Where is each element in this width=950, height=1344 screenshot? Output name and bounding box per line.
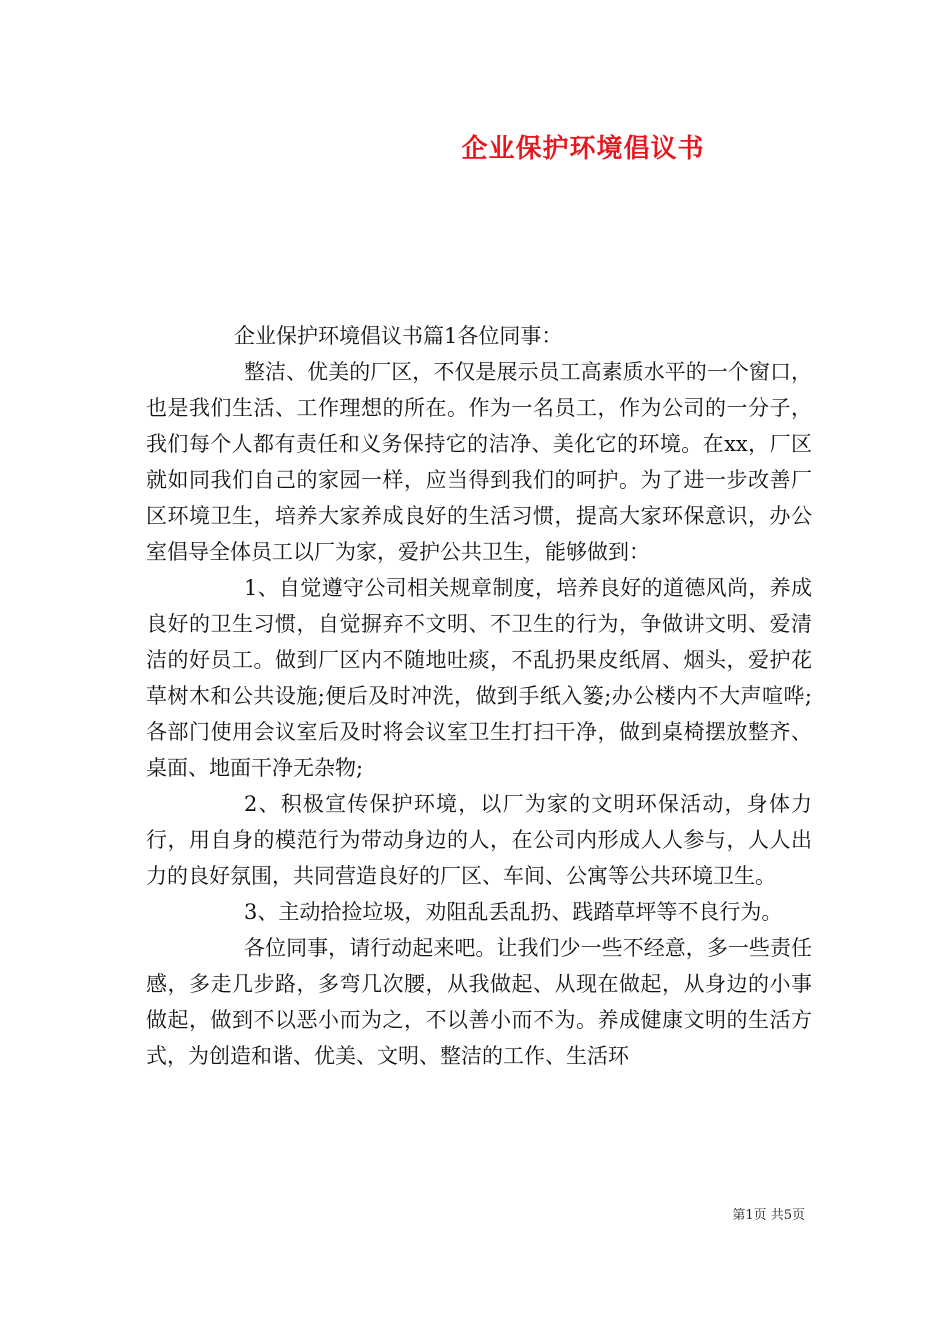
- paragraph-closing: 各位同事，请行动起来吧。让我们少一些不经意，多一些责任感，多走几步路，多弯几次腰，从我做起、从现在做起，从身边的小事做起，做到不以恶小而为之，不以善小而不为。养成健康文明的生活方式，为创造和谐、优美、文明、整洁的工作、生活环: [146, 936, 812, 1068]
- paragraph-intro: 整洁、优美的厂区，不仅是展示员工高素质水平的一个窗口，也是我们生活、工作理想的所在。作为一名员工，作为公司的一分子，我们每个人都有责任和义务保持它的洁净、美化它的环境。在xx，厂区就如同我们自己的家园一样，应当得到我们的呵护。为了进一步改善厂区环境卫生，培养大家养成良好的生活习惯，提高大家环保意识，办公室倡导全体员工以厂为家，爱护公共卫生，能够做到：: [146, 360, 812, 564]
- document-body: [146, 318, 812, 1074]
- paragraph-item-1: 1、自觉遵守公司相关规章制度，培养良好的道德风尚，养成良好的卫生习惯，自觉摒弃不文明、不卫生的行为，争做讲文明、爱清洁的好员工。做到厂区内不随地吐痰，不乱扔果皮纸屑、烟头，爱护花草树木和公共设施;便后及时冲洗，做到手纸入篓;办公楼内不大声喧哗;各部门使用会议室后及时将会议室卫生打扫干净，做到桌椅摆放整齐、桌面、地面干净无杂物;: [146, 576, 812, 780]
- document-title: 企业保护环境倡议书: [461, 134, 705, 164]
- paragraph-item-2: 2、积极宣传保护环境，以厂为家的文明环保活动，身体力行，用自身的模范行为带动身边的人，在公司内形成人人参与，人人出力的良好氛围，共同营造良好的厂区、车间、公寓等公共环境卫生。: [146, 792, 812, 888]
- paragraph-item-3: 3、主动拾捡垃圾，劝阻乱丢乱扔、践踏草坪等不良行为。: [244, 900, 783, 924]
- salutation: 企业保护环境倡议书篇1各位同事：: [234, 324, 563, 348]
- page-number: 第1页 共5页: [732, 1208, 805, 1223]
